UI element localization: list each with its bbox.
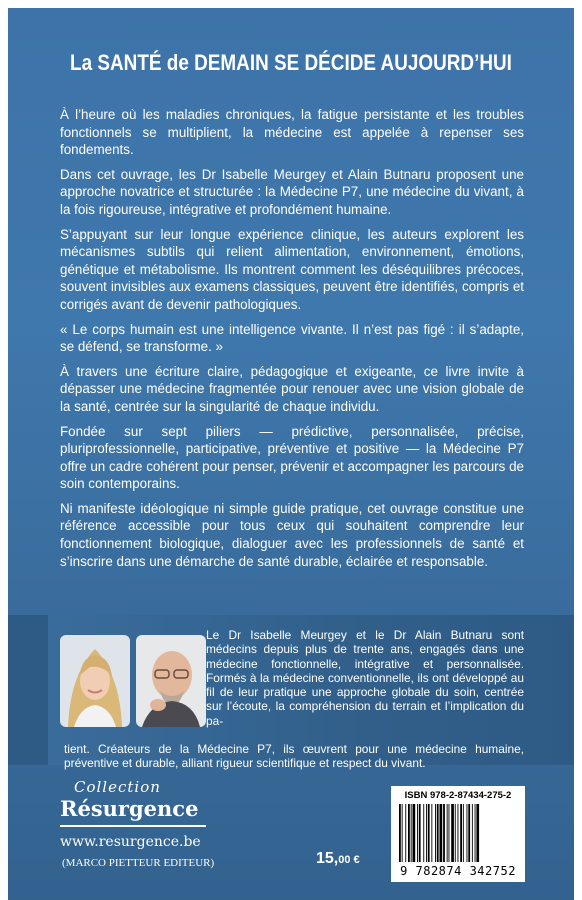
paragraph: Dans cet ouvrage, les Dr Isabelle Meurgey et Alain Butnaru proposent une approche novatrice et structurée : la Médecine P7, une médecine du vivant, à la fois rigoureuse, intégrative et profondément humaine. xyxy=(60,166,524,217)
barcode-bar xyxy=(460,804,462,862)
barcode-bar xyxy=(419,804,421,862)
barcode-bar xyxy=(447,804,448,862)
barcode-bar xyxy=(413,804,416,862)
barcode-bar xyxy=(437,804,439,862)
publisher-logo: Résurgence xyxy=(60,796,199,821)
isbn-barcode-box xyxy=(391,786,525,882)
barcode-bar xyxy=(443,804,445,862)
publisher-website: www.resurgence.be xyxy=(60,834,201,850)
cover-title: La SANTÉ de DEMAIN SE DÉCIDE AUJOURD’HUI xyxy=(70,50,512,75)
authors-bio-continued: tient. Créateurs de la Médecine P7, ils œuvrent pour une médecine humaine, préventive et durable, alliant rigueur scientifique et respect du vivant. xyxy=(64,742,524,771)
barcode-icon xyxy=(397,804,519,862)
barcode-bar xyxy=(428,804,430,862)
barcode-bar xyxy=(423,804,424,862)
paragraph: Ni manifeste idéologique ni simple guide pratique, cet ouvrage constitue une référence accessible pour tous ceux qui souhaitent comprendre leur fonctionnement biologique, dialoguer avec les professionnels de santé et s’inscrire dans une démarche de santé durable, éclairée et responsable. xyxy=(60,500,524,569)
back-cover xyxy=(8,8,574,900)
barcode-bar xyxy=(451,804,454,862)
barcode-bar xyxy=(426,804,427,862)
summary-text xyxy=(60,106,524,577)
barcode-bar xyxy=(458,804,459,862)
author-photo-alain xyxy=(136,635,206,727)
price-cents: 00 € xyxy=(338,854,360,866)
isbn-digits: 9 782874 342752 xyxy=(400,864,516,878)
barcode-bar xyxy=(475,804,476,862)
price-amount: 15, xyxy=(316,850,339,867)
barcode-bar xyxy=(402,804,403,862)
barcode-bar xyxy=(417,804,418,862)
woman-portrait-icon xyxy=(60,635,130,727)
paragraph: À travers une écriture claire, pédagogique et exigeante, ce livre invite à dépasser une médecine fragmentée pour renouer avec une vision globale de la santé, centrée sur la singularité de chaque individu. xyxy=(60,363,524,414)
paragraph: S’appuyant sur leur longue expérience clinique, les auteurs explorent les mécanismes subtils qui relient alimentation, environnement, émotions, génétique et métabolisme. Ils montrent comment les déséquilibres précoces, souvent invisibles aux examens classiques, peuvent être identifiés, compris et corrigés avant de devenir pathologiques. xyxy=(60,226,524,312)
barcode-bar xyxy=(405,804,406,862)
quote-paragraph: « Le corps humain est une intelligence vivante. Il n’est pas figé : il s’adapte, se défend, se transforme. » xyxy=(60,321,524,355)
isbn-label: ISBN 978-2-87434-275-2 xyxy=(404,790,512,801)
collection-label: Collection xyxy=(74,778,161,796)
barcode-bar xyxy=(408,804,410,862)
barcode-bar xyxy=(463,804,464,862)
barcode-bar xyxy=(467,804,468,862)
man-portrait-icon xyxy=(136,635,206,727)
paragraph: Fondée sur sept piliers — prédictive, personnalisée, précise, pluriprofessionnelle, participative, préventive et positive — la Médecine P7 offre un cadre cohérent pour penser, prévenir et accompagner les parcours de soin contemporains. xyxy=(60,423,524,492)
author-photo-isabelle xyxy=(60,635,130,727)
barcode-bar xyxy=(435,804,436,862)
barcode-bar xyxy=(440,804,443,862)
authors-bio: Le Dr Isabelle Meurgey et le Dr Alain Butnaru sont médecins depuis plus de trente ans, engagés dans une médecine fonctionnelle, intégrative et personnalisée. Formés à la médecine conventionnelle, ils ont développé au fil de leur pratique une approche globale du soin, centrée sur l’écoute, la compréhension du terrain et l’implication du pa- xyxy=(206,628,524,728)
barcode-bar xyxy=(411,804,412,862)
price xyxy=(316,850,360,868)
barcode-bar xyxy=(455,804,456,862)
logo-underline xyxy=(60,825,206,827)
barcode-bar xyxy=(468,804,470,862)
barcode-bar xyxy=(449,804,450,862)
paragraph: À l’heure où les maladies chroniques, la fatigue persistante et les troubles fonctionnels se multiplient, la médecine est appelée à repenser ses fondements. xyxy=(60,107,524,158)
barcode-bar xyxy=(431,804,432,862)
barcode-bar xyxy=(472,804,473,862)
publisher-editor: (MARCO PIETTEUR EDITEUR) xyxy=(62,857,215,869)
barcode-bar xyxy=(476,804,479,862)
barcode-bar xyxy=(399,804,401,862)
